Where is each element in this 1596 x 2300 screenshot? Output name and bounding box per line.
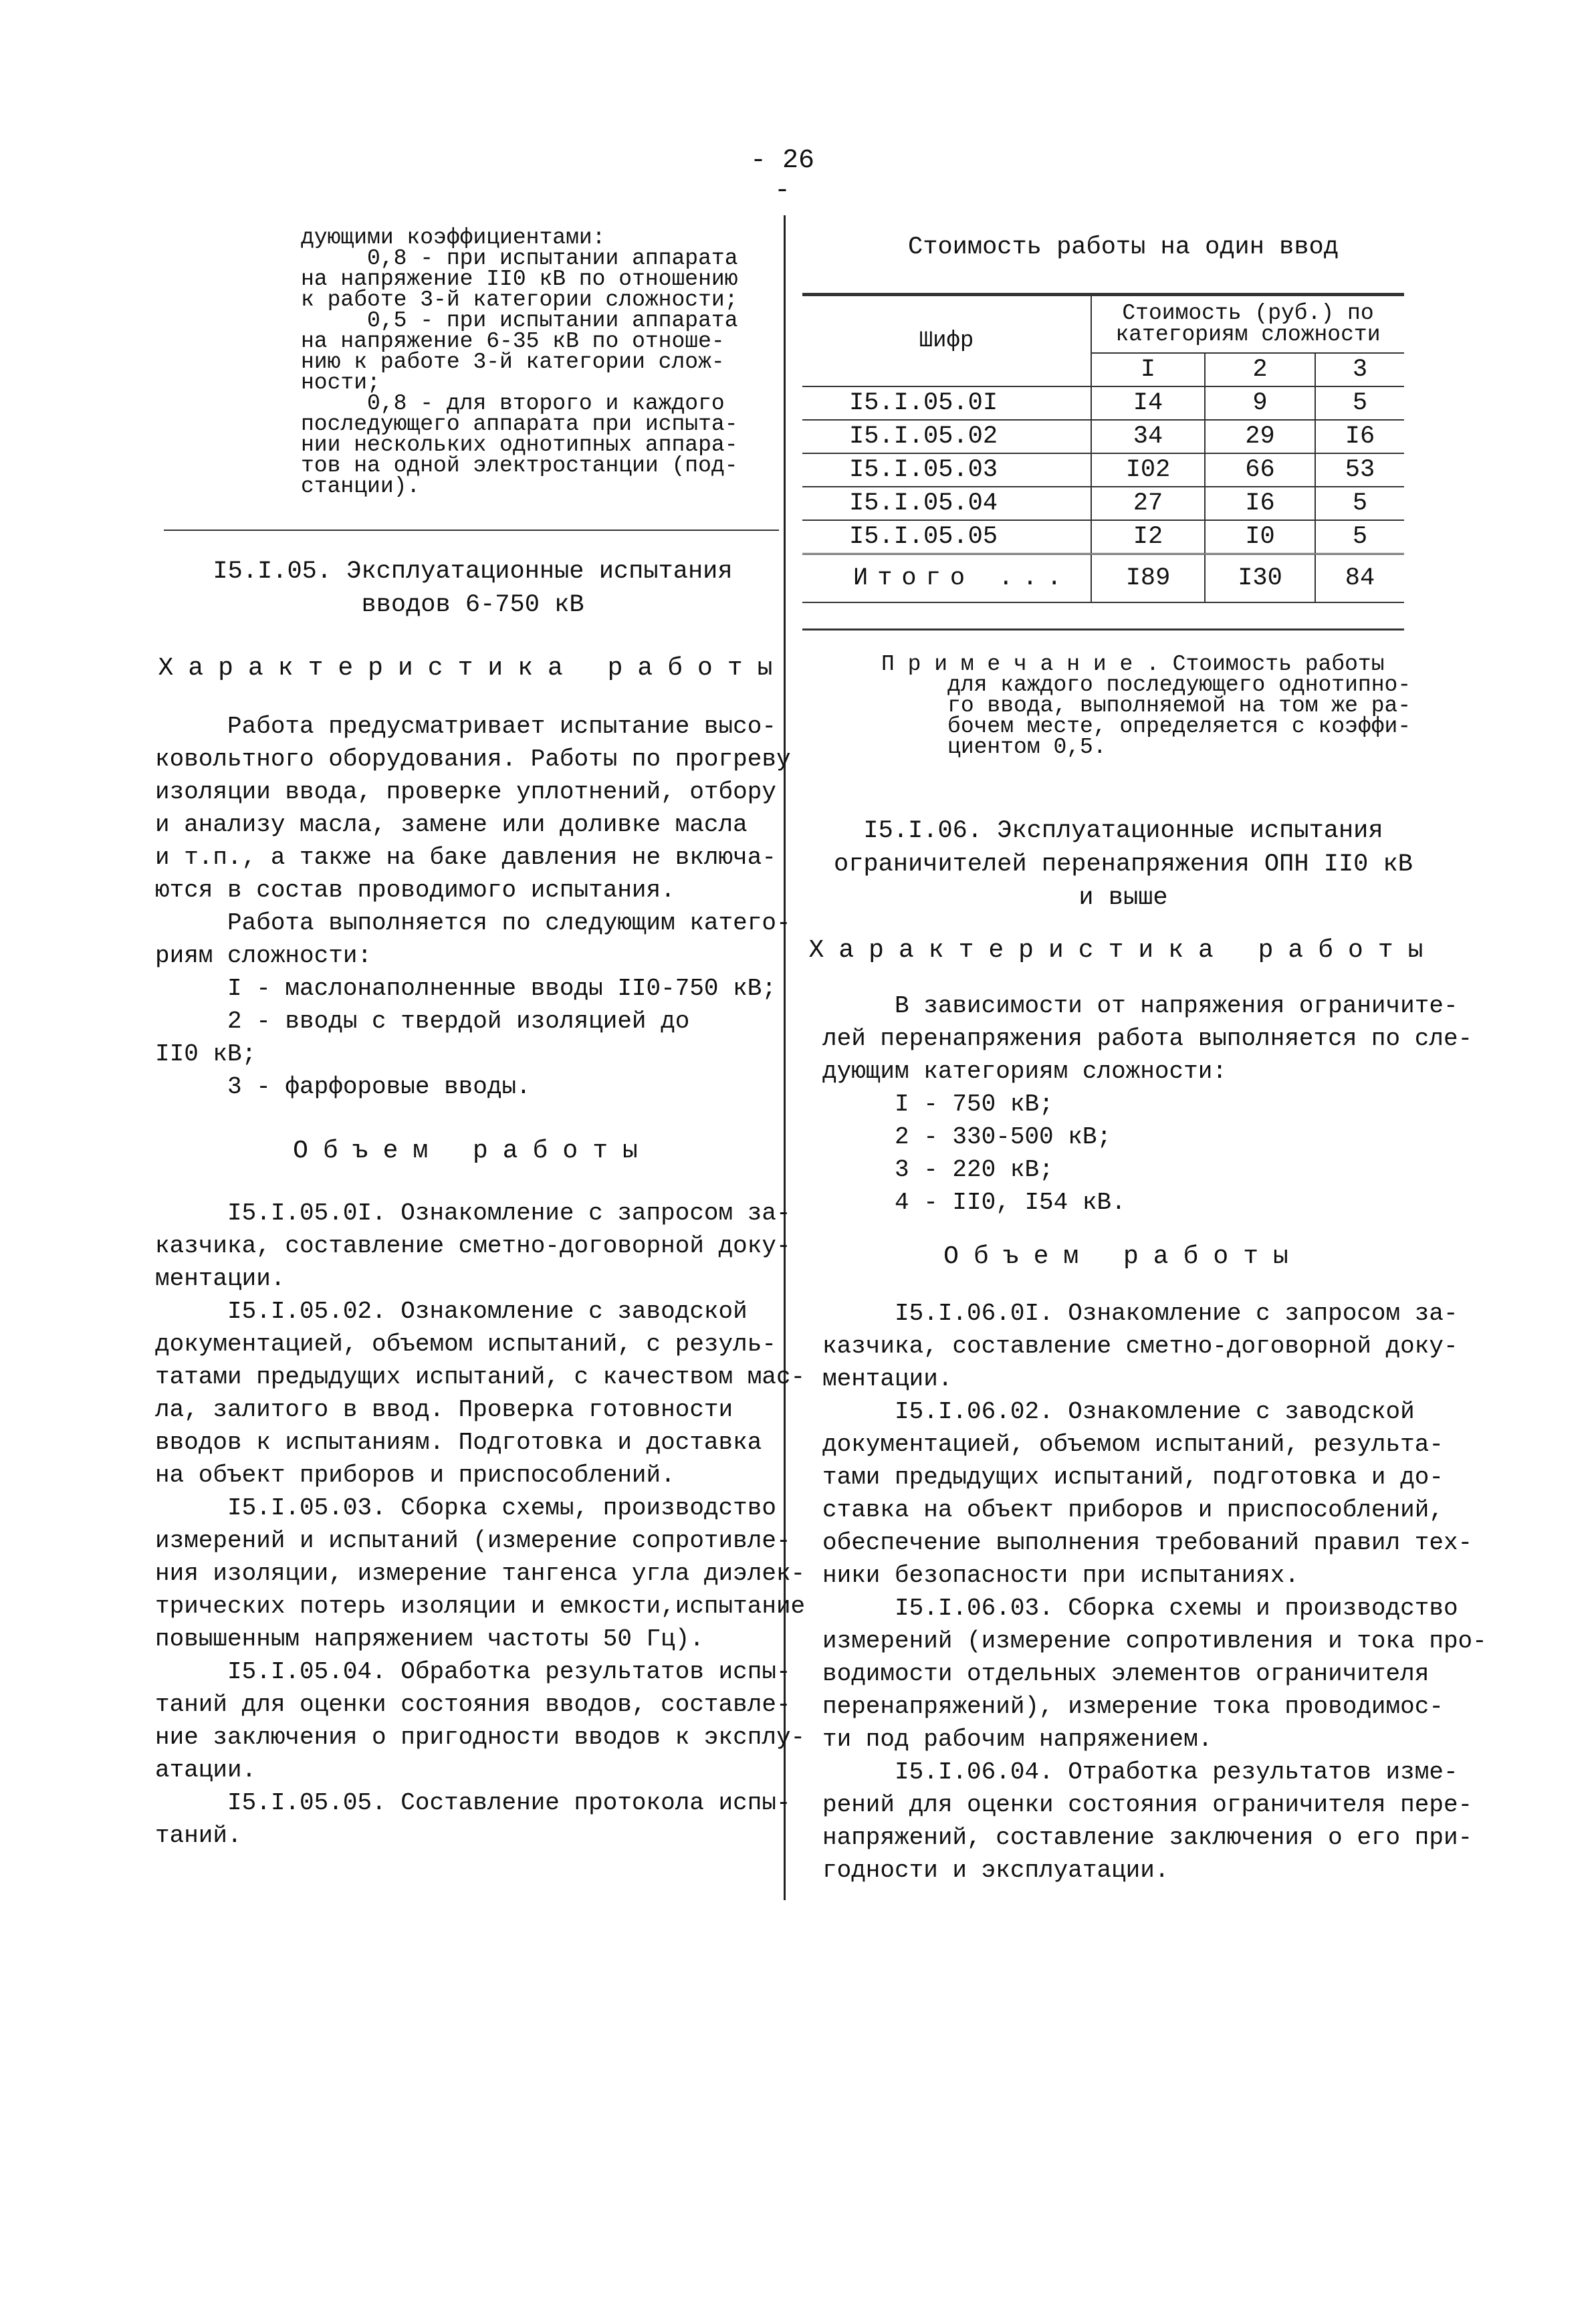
- cost-table: [802, 295, 1404, 603]
- text-line: атации.: [155, 1756, 257, 1784]
- value-cell: 5: [1315, 386, 1404, 420]
- text-line: тов на одной электростанции (под-: [301, 453, 738, 478]
- text-line: ния изоляции, измерение тангенса угла диэлек-: [155, 1560, 806, 1587]
- text-line: В зависимости от напряжения ограничите-: [822, 992, 1458, 1020]
- text-line: станции).: [301, 474, 421, 499]
- text-line: обеспечение выполнения требований правил тех-: [822, 1529, 1473, 1557]
- value-cell: I6: [1315, 420, 1404, 453]
- note-line: бочем месте, определяется с коэффи-: [881, 714, 1411, 739]
- value-cell: 34: [1091, 420, 1205, 453]
- right-scope-heading-wrap: [796, 1242, 1451, 1271]
- text-line: на напряжение 6-35 кВ по отноше-: [301, 329, 725, 354]
- note-line: П р и м е ч а н и е . Стоимость работы: [881, 652, 1385, 677]
- text-line: водимости отдельных элементов ограничителя: [822, 1660, 1430, 1688]
- text-line: документацией, объемом испытаний, результа-: [822, 1431, 1444, 1458]
- code-cell: I5.I.05.03: [802, 453, 1091, 487]
- header-code: Шифр: [802, 296, 1091, 386]
- text-line: казчика, составление сметно-договорной доку-: [822, 1333, 1458, 1360]
- text-line: на напряжение II0 кВ по отношению: [301, 267, 738, 292]
- category-cell: 3: [1315, 353, 1404, 386]
- text-line: I5.I.05.03. Сборка схемы, производство: [155, 1494, 776, 1522]
- text-line: перенапряжений), измерение тока проводимос-: [822, 1693, 1444, 1720]
- text-line: изоляции ввода, проверке уплотнений, отбору: [155, 778, 776, 806]
- text-line: годности и эксплуатации.: [822, 1857, 1169, 1884]
- text-line: напряжений, составление заключения о его при-: [822, 1824, 1473, 1851]
- text-line: ются в состав проводимого испытания.: [155, 877, 675, 904]
- table-title-wrap: [796, 231, 1451, 264]
- text-line: Работа предусматривает испытание высо-: [155, 713, 776, 740]
- value-cell: I6: [1205, 487, 1315, 520]
- text-line: I5.I.05.04. Обработка результатов испы-: [155, 1658, 791, 1686]
- table-row: [802, 420, 1404, 453]
- text-line: ти под рабочим напряжением.: [822, 1726, 1213, 1753]
- text-line: к работе 3-й категории сложности;: [301, 288, 738, 312]
- right-characteristics: [822, 990, 1473, 1219]
- text-line: таний для оценки состояния вводов, составле-: [155, 1691, 791, 1718]
- right-char-heading-wrap: [796, 936, 1451, 965]
- text-line: 0,5 - при испытании аппарата: [301, 308, 738, 333]
- right-scope: [822, 1297, 1487, 1887]
- value-cell: I0: [1205, 520, 1315, 554]
- text-line: I - 750 кВ;: [822, 1090, 1054, 1118]
- table-bottom-rule: [802, 628, 1404, 630]
- text-line: I5.I.06.02. Ознакомление с заводской: [822, 1398, 1415, 1425]
- text-line: ментации.: [822, 1365, 953, 1393]
- section-title-line: и выше: [1078, 884, 1168, 912]
- table-row: [802, 386, 1404, 420]
- total-label: Итого ...: [802, 554, 1091, 603]
- note-line: для каждого последующего однотипно-: [881, 673, 1411, 697]
- text-line: измерений и испытаний (измерение сопротивле-: [155, 1527, 791, 1555]
- text-line: II0 кВ;: [155, 1040, 257, 1068]
- text-line: ставка на объект приборов и приспособлений,: [822, 1496, 1444, 1524]
- value-cell: I02: [1091, 453, 1205, 487]
- text-line: ла, залитого в ввод. Проверка готовности: [155, 1396, 733, 1423]
- text-line: таний.: [155, 1822, 242, 1849]
- section-title-line: I5.I.06. Эксплуатационные испытания: [863, 817, 1383, 845]
- code-cell: I5.I.05.05: [802, 520, 1091, 554]
- text-line: дующим категориям сложности:: [822, 1058, 1227, 1085]
- char-heading: Характеристика работы: [158, 654, 788, 683]
- left-section-title: [155, 555, 790, 622]
- separator-line: [164, 530, 779, 531]
- left-characteristics: [155, 710, 790, 1103]
- text-line: трических потерь изоляции и емкости,испытание: [155, 1593, 806, 1620]
- value-cell: I4: [1091, 386, 1205, 420]
- text-line: I5.I.05.05. Составление протокола испы-: [155, 1789, 791, 1817]
- table-note: [881, 654, 1456, 758]
- left-scope: [155, 1197, 806, 1852]
- table-row: [802, 453, 1404, 487]
- text-line: последующего аппарата при испыта-: [301, 412, 738, 437]
- value-cell: 5: [1315, 520, 1404, 554]
- text-line: ковольтного оборудования. Работы по прогреву: [155, 745, 791, 773]
- text-line: нии нескольких однотипных аппара-: [301, 433, 738, 457]
- text-line: тами предыдущих испытаний, подготовка и до-: [822, 1464, 1444, 1491]
- total-cell: 84: [1315, 554, 1404, 603]
- total-cell: I30: [1205, 554, 1315, 603]
- text-line: на объект приборов и приспособлений.: [155, 1462, 675, 1489]
- text-line: повышенным напряжением частоты 50 Гц).: [155, 1625, 704, 1653]
- text-line: ности;: [301, 370, 380, 395]
- right-section-title: [796, 814, 1451, 915]
- section-title-line: ограничителей перенапряжения ОПН II0 кВ: [834, 850, 1413, 879]
- text-line: 4 - II0, I54 кВ.: [822, 1189, 1126, 1216]
- text-line: ники безопасности при испытаниях.: [822, 1562, 1299, 1589]
- code-cell: I5.I.05.02: [802, 420, 1091, 453]
- table-title: Стоимость работы на один ввод: [908, 233, 1339, 261]
- value-cell: 9: [1205, 386, 1315, 420]
- text-line: и анализу масла, замене или доливке масла: [155, 811, 748, 838]
- left-char-heading-wrap: [155, 654, 790, 683]
- text-line: нию к работе 3-й категории слож-: [301, 350, 725, 374]
- text-line: ментации.: [155, 1265, 286, 1292]
- value-cell: 27: [1091, 487, 1205, 520]
- scope-heading: Объем работы: [293, 1137, 653, 1165]
- category-cell: I: [1091, 353, 1205, 386]
- text-line: 0,8 - для второго и каждого: [301, 391, 725, 416]
- text-line: ние заключения о пригодности вводов к эксплу-: [155, 1724, 806, 1751]
- text-line: I - маслонаполненные вводы II0-750 кВ;: [155, 975, 776, 1002]
- text-line: I5.I.05.02. Ознакомление с заводской: [155, 1298, 748, 1325]
- text-line: 2 - вводы с твердой изоляцией до: [155, 1008, 690, 1035]
- text-line: и т.п., а также на баке давления не включа-: [155, 844, 776, 871]
- note-line: го ввода, выполняемой на том же ра-: [881, 693, 1411, 718]
- value-cell: 29: [1205, 420, 1315, 453]
- note-line: циентом 0,5.: [881, 735, 1107, 760]
- text-line: I5.I.06.0I. Ознакомление с запросом за-: [822, 1300, 1458, 1327]
- table-header-row: [802, 296, 1404, 353]
- table-row: [802, 487, 1404, 520]
- category-cell: 2: [1205, 353, 1315, 386]
- text-line: документацией, объемом испытаний, с резуль-: [155, 1331, 776, 1358]
- code-cell: I5.I.05.0I: [802, 386, 1091, 420]
- text-line: рений для оценки состояния ограничителя пере-: [822, 1791, 1473, 1819]
- text-line: татами предыдущих испытаний, с качеством мас-: [155, 1363, 806, 1391]
- text-line: 2 - 330-500 кВ;: [822, 1123, 1112, 1151]
- page-number: - 26 -: [750, 146, 814, 206]
- text-line: 0,8 - при испытании аппарата: [301, 246, 738, 271]
- header-cost: Стоимость (руб.) по категориям сложности: [1091, 296, 1404, 353]
- text-line: Работа выполняется по следующим катего-: [155, 909, 791, 937]
- total-cell: I89: [1091, 554, 1205, 603]
- text-line: вводов к испытаниям. Подготовка и доставка: [155, 1429, 762, 1456]
- text-line: 3 - 220 кВ;: [822, 1156, 1054, 1183]
- text-line: дующими коэффициентами:: [301, 225, 606, 250]
- text-line: риям сложности:: [155, 942, 372, 969]
- text-line: 3 - фарфоровые вводы.: [155, 1073, 531, 1101]
- table-total-row: [802, 554, 1404, 603]
- code-cell: I5.I.05.04: [802, 487, 1091, 520]
- value-cell: 53: [1315, 453, 1404, 487]
- text-line: I5.I.06.03. Сборка схемы и производство: [822, 1595, 1458, 1622]
- text-line: I5.I.06.04. Отработка результатов изме-: [822, 1758, 1458, 1786]
- text-line: лей перенапряжения работа выполняется по сле-: [822, 1025, 1473, 1052]
- text-line: I5.I.05.0I. Ознакомление с запросом за-: [155, 1199, 791, 1227]
- section-title-line: I5.I.05. Эксплуатационные испытания: [213, 558, 733, 586]
- char-heading: Характеристика работы: [808, 936, 1438, 965]
- scope-heading: Объем работы: [943, 1242, 1303, 1271]
- value-cell: 66: [1205, 453, 1315, 487]
- text-line: измерений (измерение сопротивления и тока про-: [822, 1627, 1487, 1655]
- value-cell: 5: [1315, 487, 1404, 520]
- table-row: [802, 520, 1404, 554]
- text-line: казчика, составление сметно-договорной доку-: [155, 1232, 791, 1260]
- section-title-line: вводов 6-750 кВ: [361, 591, 584, 619]
- value-cell: I2: [1091, 520, 1205, 554]
- left-scope-heading-wrap: [155, 1137, 790, 1165]
